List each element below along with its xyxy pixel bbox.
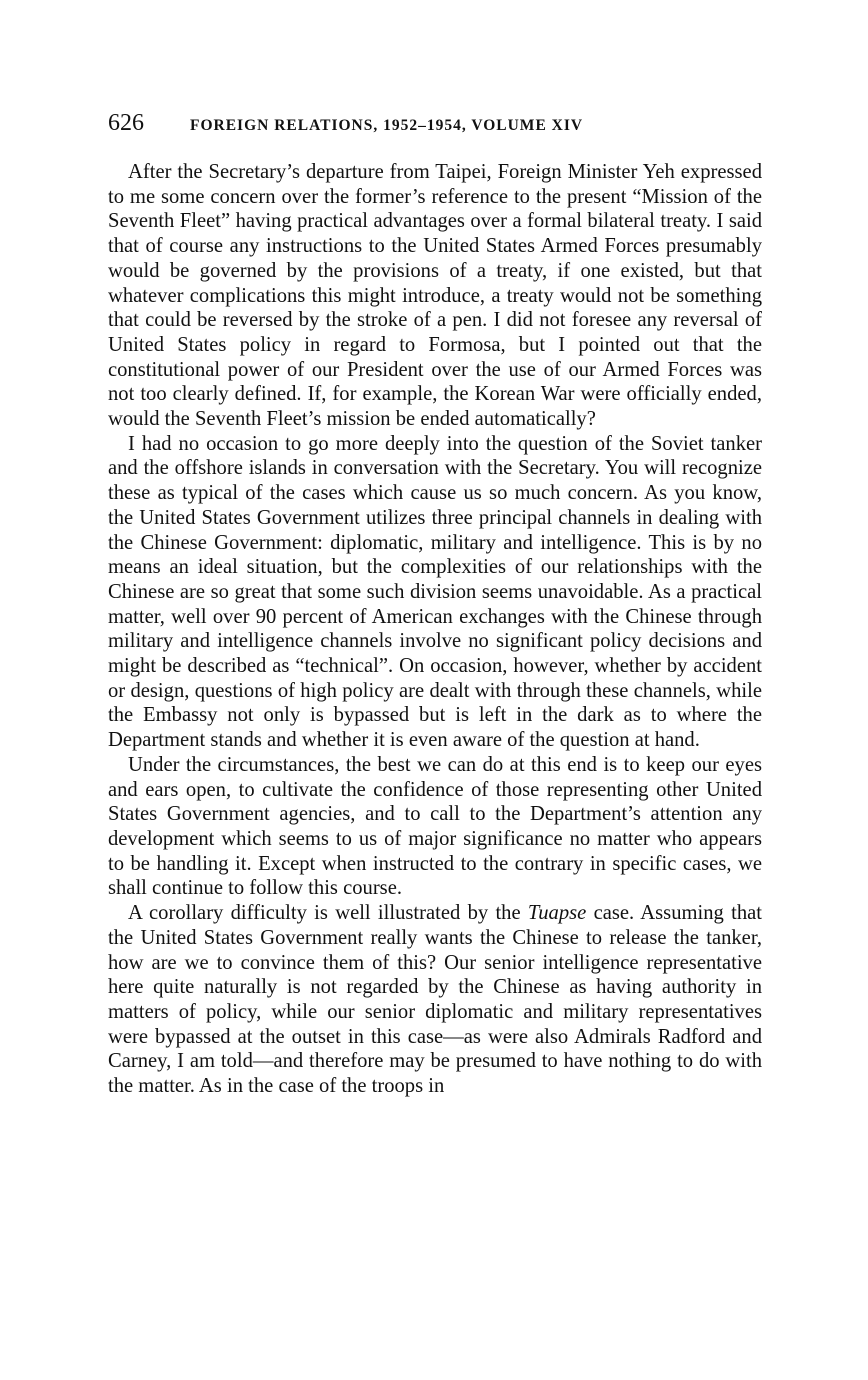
paragraph: After the Secretary’s departure from Taipei, Foreign Minister Yeh expressed to me some concern over the former’s reference to the present “Mission of the Seventh Fleet” having practical advantages over a formal bilateral treaty. I said that of course any instructions to the United States Armed Forces presumably would be governed by the provisions of a treaty, if one existed, but that whatever complications this might introduce, a treaty would not be something that could be reversed by the stroke of a pen. I did not foresee any reversal of United States policy in regard to Formosa, but I pointed out that the constitutional power of our President over the use of our Armed Forces was not too clearly defined. If, for example, the Korean War were officially ended, would the Seventh Fleet’s mission be ended automatically? — [108, 161, 762, 431]
paragraph — [108, 901, 762, 1099]
paragraph: I had no occasion to go more deeply into the question of the Soviet tanker and the offshore islands in conversation with the Secretary. You will recognize these as typical of the cases which cause us so much concern. As you know, the United States Government utilizes three principal channels in dealing with the Chinese Government: diplomatic, military and intelligence. This is by no means an ideal situation, but the complexities of our relationships with the Chinese are so great that some such division seems unavoidable. As a practical matter, well over 90 percent of American exchanges with the Chinese through military and intelligence channels involve no significant policy decisions and might be described as “technical”. On occasion, however, whether by accident or design, questions of high policy are dealt with through these channels, while the Embassy not only is bypassed but is left in the dark as to where the Department stands and whether it is even aware of the question at hand. — [108, 432, 762, 752]
paragraph: Under the circumstances, the best we can do at this end is to keep our eyes and ears open, to cultivate the confidence of those representing other United States Government agencies, and to call to the Department’s attention any development which seems to us of major significance no matter who appears to be handling it. Except when instructed to the contrary in specific cases, we shall continue to follow this course. — [108, 753, 762, 900]
running-head: FOREIGN RELATIONS, 1952–1954, VOLUME XIV — [190, 117, 584, 134]
paragraph-text: A corollary difficulty is well illustrated by the — [128, 902, 528, 925]
paragraph-text: case. Assuming that the United States Government really wants the Chinese to release the tanker, how are we to convince them of this? Our senior intelligence representative here quite naturally is not regarded by the Chinese as having authority in matters of policy, while our senior diplomatic and military representatives were bypassed at the outset in this case—as were also Admirals Radford and Carney, I am told—and therefore may be presumed to have nothing to do with the matter. As in the case of the troops in — [108, 902, 762, 1098]
page-number: 626 — [108, 110, 144, 136]
page-header — [108, 110, 762, 150]
ship-name-italic: Tuapse — [527, 902, 587, 925]
document-page — [108, 110, 762, 1099]
